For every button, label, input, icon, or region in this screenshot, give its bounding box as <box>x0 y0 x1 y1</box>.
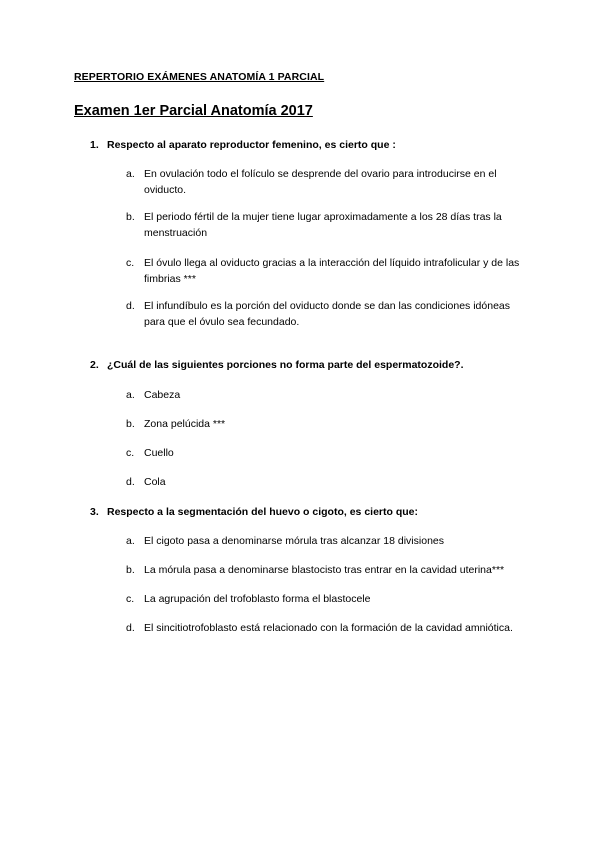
option-letter: d. <box>126 622 135 634</box>
option-1a <box>126 166 526 198</box>
question-text: Respecto a la segmentación del huevo o cigoto, es cierto que: <box>107 506 418 518</box>
option-letter: c. <box>126 447 135 459</box>
option-3b <box>126 562 526 578</box>
option-letter: a. <box>126 535 135 547</box>
option-text: El cigoto pasa a denominarse mórula tras alcanzar 18 divisiones <box>144 535 444 547</box>
option-text: En ovulación todo el folículo se desprende del ovario para introducirse en el oviducto. <box>144 168 497 196</box>
option-text: La agrupación del trofoblasto forma el blastocele <box>144 593 371 605</box>
option-text: El infundíbulo es la porción del oviducto donde se dan las condiciones idóneas para que el óvulo sea fecundado. <box>144 300 511 328</box>
option-letter: a. <box>126 389 135 401</box>
option-text: Cuello <box>144 447 174 459</box>
option-letter: c. <box>126 257 135 269</box>
option-text: Cabeza <box>144 389 181 401</box>
option-2a <box>126 387 526 403</box>
option-3a <box>126 533 526 549</box>
question-3 <box>90 506 530 518</box>
question-text: ¿Cuál de las siguientes porciones no forma parte del espermatozoide?. <box>107 359 464 371</box>
repertorio-title: REPERTORIO EXÁMENES ANATOMÍA 1 PARCIAL <box>74 71 325 83</box>
option-letter: c. <box>126 593 135 605</box>
option-text: El sincitiotrofoblasto está relacionado con la formación de la cavidad amniótica. <box>144 622 513 634</box>
question-number: 1. <box>90 139 99 151</box>
question-number: 2. <box>90 359 99 371</box>
option-2c <box>126 445 526 461</box>
question-1 <box>90 139 530 151</box>
option-text: El óvulo llega al oviducto gracias a la interacción del líquido intrafolicular y de las fimbrias *** <box>144 257 520 285</box>
option-letter: a. <box>126 168 135 180</box>
option-2b <box>126 416 526 432</box>
option-3d <box>126 620 526 636</box>
option-letter: b. <box>126 418 135 430</box>
question-2 <box>90 359 530 371</box>
option-letter: b. <box>126 211 135 223</box>
option-1c <box>126 255 526 287</box>
option-text: Zona pelúcida *** <box>144 418 226 430</box>
option-letter: b. <box>126 564 135 576</box>
option-1d <box>126 298 526 330</box>
question-text: Respecto al aparato reproductor femenino, es cierto que : <box>107 139 396 151</box>
option-letter: d. <box>126 476 135 488</box>
option-text: Cola <box>144 476 166 488</box>
question-number: 3. <box>90 506 99 518</box>
exam-title: Examen 1er Parcial Anatomía 2017 <box>74 103 313 119</box>
option-text: La mórula pasa a denominarse blastocisto tras entrar en la cavidad uterina*** <box>144 564 505 576</box>
option-2d <box>126 474 526 490</box>
option-1b <box>126 209 526 241</box>
option-letter: d. <box>126 300 135 312</box>
option-3c <box>126 591 526 607</box>
option-text: El periodo fértil de la mujer tiene lugar aproximadamente a los 28 días tras la menstruación <box>144 211 502 239</box>
